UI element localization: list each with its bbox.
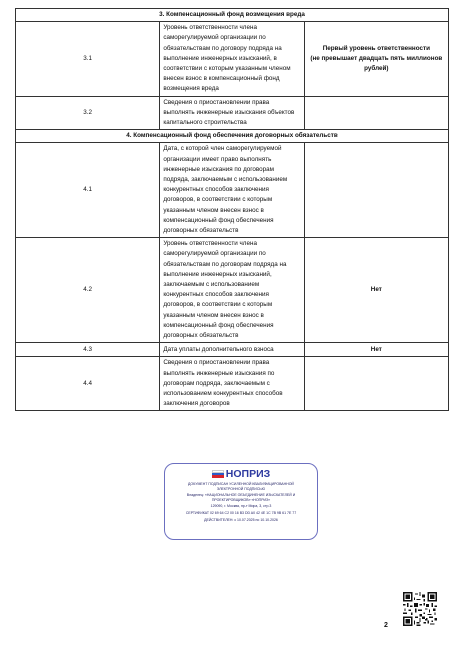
stamp-address: 129090, г. Москва, пр-т Мира, 3, стр.3 [210,504,272,509]
table-row [16,357,449,411]
row-description: Дата уплаты дополнительного взноса [160,343,304,357]
page-number: 2 [384,622,388,629]
table-row [16,343,449,357]
row-value-line: (не превышает двадцать пять миллионов рублей) [310,54,443,73]
russian-flag-icon [212,470,224,478]
row-description: Уровень ответственности члена саморегулируемой организации по обязательствам по договорам подряда на выполнение инженерных изысканий, заключаемым с использованием конкурентных способов заключения договоров, в соответствии с которым указанным членом внесен взнос в компенсационный фонд обеспечения договорных обязательств [160,238,304,343]
logo-text: НОПРИЗ [225,468,271,480]
row-value [304,22,448,96]
table-row [16,22,449,96]
row-description: Сведения о приостановлении права выполнять инженерные изыскания по договорам подряда, заключаемым с использованием конкурентных способов заключения договоров [160,357,304,411]
section-3-title: 3. Компенсационный фонд возмещения вреда [16,9,449,22]
section-header-row [16,130,449,143]
row-value [304,96,448,130]
table-row [16,143,449,238]
row-description: Уровень ответственности члена саморегулируемой организации по обязательствам по договору подряда на выполнение инженерных изысканий, в соответствии с которым указанным членом внесен взнос в компенсационный фонд возмещения вреда [160,22,304,96]
section-4-title: 4. Компенсационный фонд обеспечения договорных обязательств [16,130,449,143]
row-number: 4.1 [16,143,160,238]
nopriz-logo [165,468,317,480]
section-header-row [16,9,449,22]
row-value [304,357,448,411]
stamp-owner: Владелец: «НАЦИОНАЛЬНОЕ ОБЪЕДИНЕНИЕ ИЗЫСКАТЕЛЕЙ И [186,493,296,498]
row-value-line: Первый уровень ответственности [322,44,430,52]
stamp-certificate: СЕРТИФИКАТ 02 69 64 C2 00 16 B3 DD A0 42 4E 1C 7B 9B 61 7E 77 [185,510,297,515]
row-value: Нет [304,343,448,357]
stamp-validity: ДЕЙСТВИТЕЛЕН: с 10.07.2025 по 10.10.2026 [204,517,278,522]
electronic-signature-stamp [164,463,318,540]
flag-stripe [212,475,224,478]
qr-code-icon [403,592,437,626]
row-number: 4.3 [16,343,160,357]
row-value [304,143,448,238]
registry-table [15,8,449,411]
row-value: Нет [304,238,448,343]
table-row [16,238,449,343]
row-number: 3.1 [16,22,160,96]
stamp-owner: ПРОЕКТИРОВЩИКОВ» «НОПРИЗ» [211,497,271,502]
row-number: 3.2 [16,96,160,130]
row-description: Сведения о приостановлении права выполнять инженерные изыскания объектов капитального строительства [160,96,304,130]
stamp-line: ДОКУМЕНТ ПОДПИСАН УСИЛЕННОЙ КВАЛИФИЦИРОВАННОЙ [188,482,294,486]
table-row [16,96,449,130]
row-number: 4.4 [16,357,160,411]
stamp-line: ЭЛЕКТРОННОЙ ПОДПИСЬЮ [216,486,266,491]
row-number: 4.2 [16,238,160,343]
row-description: Дата, с которой член саморегулируемой организации имеет право выполнять инженерные изыскания по договорам подряда, заключаемым с использованием конкурентных способов заключения договоров, в соответствии с которым указанным членом внесен взнос в компенсационный фонд обеспечения договорных обязательств [160,143,304,238]
